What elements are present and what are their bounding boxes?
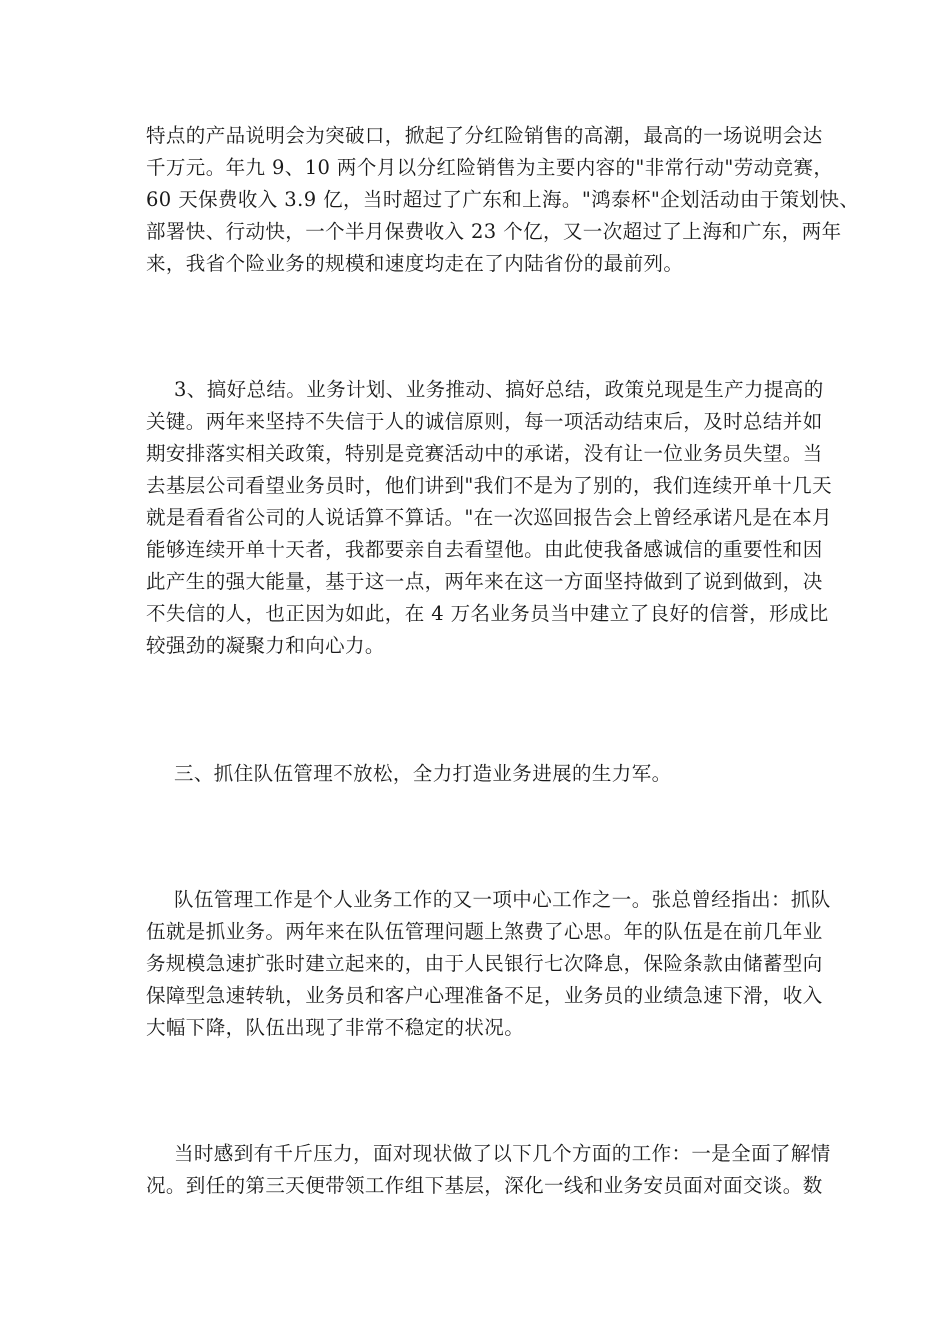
text-line: 队伍管理工作是个人业务工作的又一项中心工作之一。张总曾经指出：抓队 [174,888,831,911]
text-line: 务规模急速扩张时建立起来的，由于人民银行七次降息，保险条款由储蓄型向 [146,952,823,975]
text-line: 就是看看省公司的人说话算不算话。"在一次巡回报告会上曾经承诺凡是在本月 [146,506,832,529]
text-line: 期安排落实相关政策，特别是竞赛活动中的承诺，没有让一位业务员失望。当 [146,442,823,465]
text-line: 来，我省个险业务的规模和速度均走在了内陆省份的最前列。 [146,252,684,275]
text-line: 三、抓住队伍管理不放松，全力打造业务进展的生力军。 [174,762,672,785]
text-line: 关键。两年来坚持不失信于人的诚信原则，每一项活动结束后，及时总结并如 [146,410,823,433]
text-line: 较强劲的凝聚力和向心力。 [146,634,385,657]
text-line: 况。到任的第三天便带领工作组下基层，深化一线和业务安员面对面交谈。数 [146,1174,823,1197]
text-line: 60 天保费收入 3.9 亿，当时超过了广东和上海。"鸿泰杯"企划活动由于策划快、 [146,188,860,211]
text-line: 不失信的人，也正因为如此，在 4 万名业务员当中建立了良好的信誉，形成比 [146,602,829,625]
text-line: 3、搞好总结。业务计划、业务推动、搞好总结，政策兑现是生产力提高的 [174,378,824,401]
text-line: 特点的产品说明会为突破口，掀起了分红险销售的高潮，最高的一场说明会达 [146,124,823,147]
text-line: 大幅下降，队伍出现了非常不稳定的状况。 [146,1016,525,1039]
text-line: 此产生的强大能量，基于这一点，两年来在这一方面坚持做到了说到做到，决 [146,570,823,593]
text-line: 保障型急速转轨，业务员和客户心理准备不足，业务员的业绩急速下滑，收入 [146,984,823,1007]
text-line: 能够连续开单十天者，我都要亲自去看望他。由此使我备感诚信的重要性和因 [146,538,823,561]
text-line: 去基层公司看望业务员时，他们讲到"我们不是为了别的，我们连续开单十几天 [146,474,832,497]
text-line: 当时感到有千斤压力，面对现状做了以下几个方面的工作：一是全面了解情 [174,1142,831,1165]
text-line: 伍就是抓业务。两年来在队伍管理问题上煞费了心思。年的队伍是在前几年业 [146,920,823,943]
text-line: 千万元。年九 9、10 两个月以分红险销售为主要内容的"非常行动"劳动竞赛， [146,156,834,179]
text-line: 部署快、行动快，一个半月保费收入 23 个亿，又一次超过了上海和广东，两年 [146,220,842,243]
